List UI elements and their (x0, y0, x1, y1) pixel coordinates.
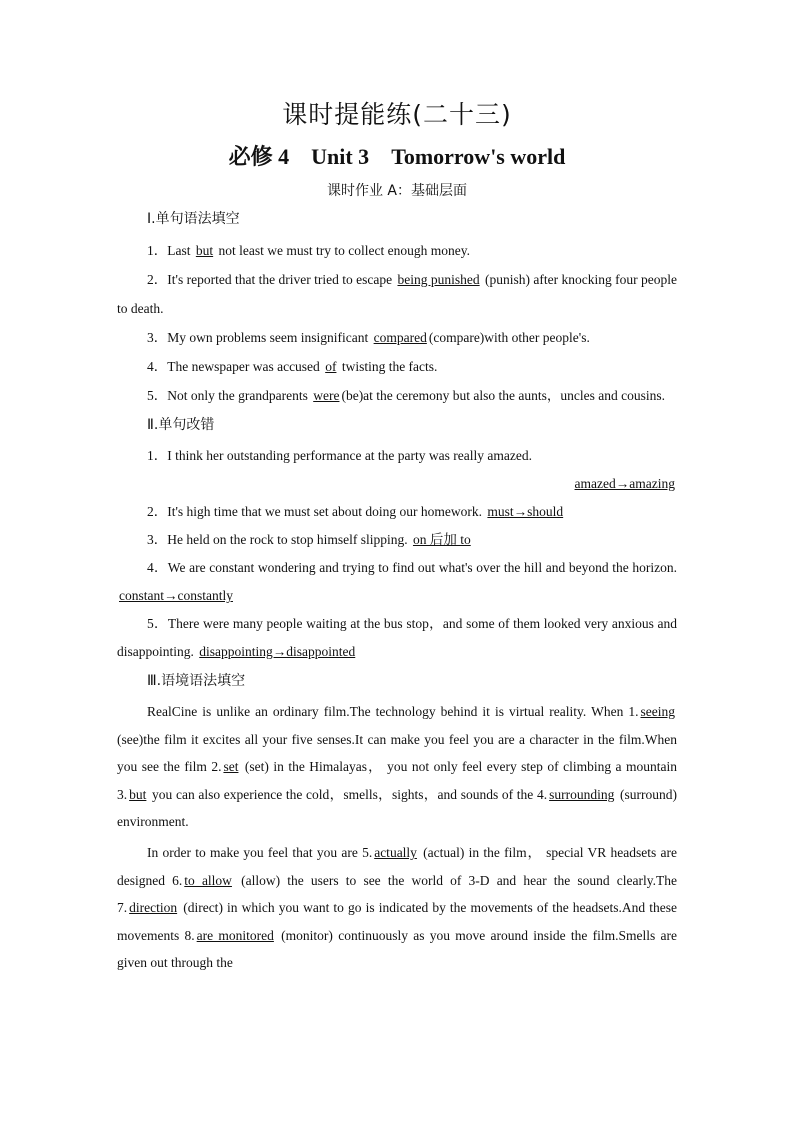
part3-heading: Ⅲ.语境语法填空 (147, 673, 246, 689)
blank-3-answer: but (129, 786, 147, 802)
passage-paragraph-1: RealCine is unlike an ordinary film.The technology behind it is virtual reality. When 1. seeing (see)the film it excites all your five senses.It can make you feel you are a character in the film.When you see the film 2. set (set) in the Himalayas， you not only feel every step of climbing a mountain 3. but you can also experience the cold，smells，sights，and sounds of the 4. surrounding (surround) environment. (117, 704, 677, 830)
part2-item-3: 3．He held on the rock to stop himself slipping. on 后加 to (147, 532, 471, 547)
answer: must→should (487, 504, 564, 519)
blank-8-answer: are monitored (196, 927, 274, 943)
answer: disappointing→disappointed (199, 644, 356, 659)
part2-item-5: 5．There were many people waiting at the bus stop，and some of them looked very anxious and disappointing. disappointing→disappointed (117, 616, 678, 659)
answer: were (313, 388, 340, 403)
answer: amazed→amazing (574, 476, 675, 491)
unit-subtitle (117, 142, 677, 172)
blank-2-answer: set (223, 759, 239, 775)
part1-item-3: 3．My own problems seem insignificant compared (compare)with other people's. (147, 330, 590, 345)
blank-4-answer: surrounding (549, 786, 615, 802)
part2-heading: Ⅱ.单句改错 (147, 417, 215, 433)
part2-item-2: 2．It's high time that we must set about doing our homework. must→should (147, 504, 564, 519)
part1-item-4: 4．The newspaper was accused of twisting the facts. (147, 359, 438, 374)
part2-item-4: 4．We are constant wondering and trying to find out what's over the hill and beyond the horizon. constant→constantly (119, 560, 677, 603)
part1-heading: Ⅰ.单句语法填空 (147, 211, 240, 227)
answer: but (195, 243, 214, 258)
section-label: 课时作业 A：基础层面 (326, 183, 468, 199)
subtitle-topic: Tomorrow's world (391, 144, 566, 169)
page-title: 课时提能练(二十三) (282, 100, 512, 129)
passage-paragraph-2: In order to make you feel that you are 5. actually (actual) in the film， special VR headsets are designed 6. to allow (allow) the users to see the world of 3-D and hear the sound clearly.The 7. direction (direct) in which you want to go is indicated by the movements of the headsets.And these movements 8. are monitored (monitor) continuously as you move around inside the film.Smells are given out through the (117, 844, 677, 971)
part1-item-5: 5．Not only the grandparents were (be)at the ceremony but also the aunts，uncles and cousins. (147, 388, 665, 403)
part2-item-1: 1．I think her outstanding performance at the party was really amazed. (147, 448, 532, 463)
blank-6-answer: to allow (184, 872, 232, 888)
document-content (117, 98, 677, 977)
part1-item-1: 1．Last but not least we must try to collect enough money. (147, 243, 470, 258)
answer: on 后加 to (412, 532, 471, 547)
subtitle-book: 必修 4 (228, 144, 290, 169)
part1-item-2: 2．It's reported that the driver tried to escape being punished (punish) after knocking four people to death. (117, 272, 678, 316)
part2-item-1-answer (117, 470, 677, 498)
answer: being punished (397, 272, 480, 287)
blank-1-answer: seeing (640, 704, 675, 719)
answer: constant→constantly (119, 588, 233, 603)
blank-7-answer: direction (129, 900, 178, 916)
blank-5-answer: actually (374, 844, 417, 860)
subtitle-unit: Unit 3 (311, 144, 370, 169)
answer: of (325, 359, 337, 374)
answer: compared (373, 330, 427, 345)
